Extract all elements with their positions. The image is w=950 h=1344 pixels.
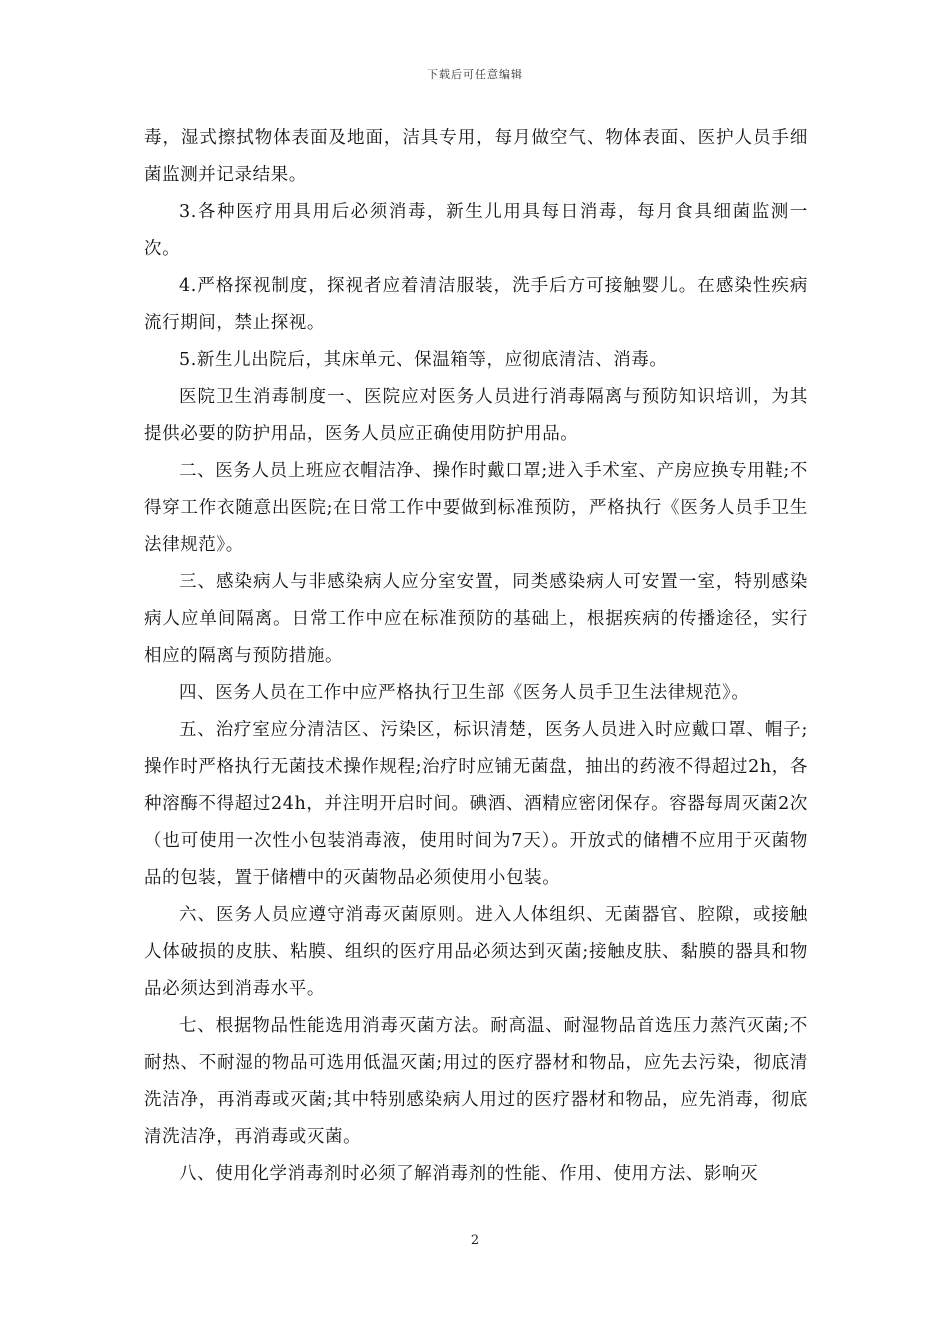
paragraph-section-5: 五、治疗室应分清洁区、污染区，标识清楚，医务人员进入时应戴口罩、帽子;操作时严格执行无菌技术操作规程;治疗时应铺无菌盘，抽出的药液不得超过2h，各种溶酶不得超过24h，并注明开启时间。碘酒、酒精应密闭保存。容器每周灭菌2次（也可使用一次性小包装消毒液，使用时间为7天）。开放式的储槽不应用于灭菌物品的包装，置于储槽中的灭菌物品必须使用小包装。 <box>144 720 808 888</box>
paragraph-section-2: 二、医务人员上班应衣帽洁净、操作时戴口罩;进入手术室、产房应换专用鞋;不得穿工作衣随意出医院;在日常工作中要做到标准预防，严格执行《医务人员手卫生法律规范》。 <box>144 461 808 555</box>
paragraph-continued: 毒，湿式擦拭物体表面及地面，洁具专用，每月做空气、物体表面、医护人员手细菌监测并记录结果。 <box>144 128 808 185</box>
paragraph-section-1: 医院卫生消毒制度一、医院应对医务人员进行消毒隔离与预防知识培训，为其提供必要的防护用品，医务人员应正确使用防护用品。 <box>144 387 808 444</box>
document-body <box>144 120 808 1193</box>
paragraph-section-4: 四、医务人员在工作中应严格执行卫生部《医务人员手卫生法律规范》。 <box>179 683 750 703</box>
paragraph-section-3: 三、感染病人与非感染病人应分室安置，同类感染病人可安置一室，特别感染病人应单间隔离。日常工作中应在标准预防的基础上，根据疾病的传播途径，实行相应的隔离与预防措施。 <box>144 572 808 666</box>
paragraph-item-4: 4.严格探视制度，探视者应着清洁服装，洗手后方可接触婴儿。在感染性疾病流行期间，禁止探视。 <box>144 276 808 333</box>
paragraph-item-3: 3.各种医疗用具用后必须消毒，新生儿用具每日消毒，每月食具细菌监测一次。 <box>144 202 808 259</box>
paragraph-item-5: 5.新生儿出院后，其床单元、保温箱等，应彻底清洁、消毒。 <box>179 350 668 370</box>
page-number: 2 <box>470 1233 480 1248</box>
paragraph-section-6: 六、医务人员应遵守消毒灭菌原则。进入人体组织、无菌器官、腔隙，或接触人体破损的皮肤、粘膜、组织的医疗用品必须达到灭菌;接触皮肤、黏膜的器具和物品必须达到消毒水平。 <box>144 905 808 999</box>
page-header: 下载后可任意编辑 <box>427 68 523 81</box>
paragraph-section-8: 八、使用化学消毒剂时必须了解消毒剂的性能、作用、使用方法、影响灭 <box>179 1164 759 1184</box>
paragraph-section-7: 七、根据物品性能选用消毒灭菌方法。耐高温、耐湿物品首选压力蒸汽灭菌;不耐热、不耐湿的物品可选用低温灭菌;用过的医疗器材和物品，应先去污染，彻底清洗洁净，再消毒或灭菌;其中特别感染病人用过的医疗器材和物品，应先消毒，彻底清洗洁净，再消毒或灭菌。 <box>144 1016 808 1147</box>
